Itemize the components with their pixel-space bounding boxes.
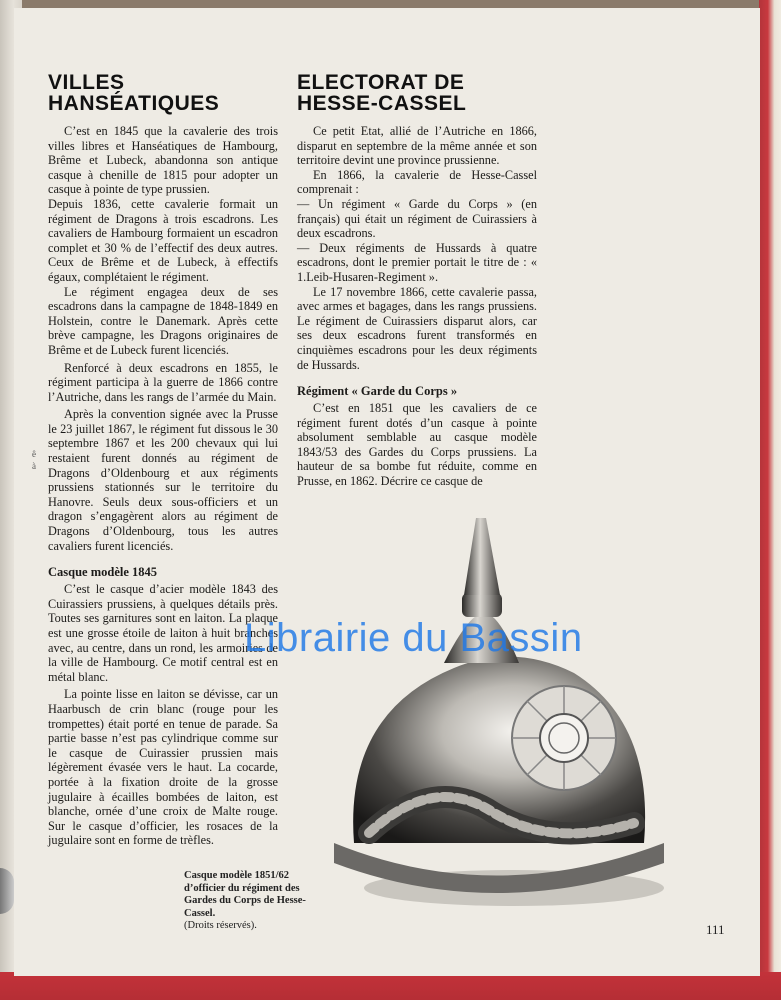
left-column bbox=[48, 72, 278, 848]
paragraph: En 1866, la cavalerie de Hesse-Cassel comprenait : bbox=[297, 167, 537, 197]
paragraph: C’est le casque d’acier modèle 1843 des Cuirassiers prussiens, à quelques détails près. Toutes ses garnitures sont en laiton. La plaque est une grosse étoile de laiton à huit branches avec, au centre, dans un rond, les armoiries de la ville de Hambourg. Ce motif central est en métal blanc. bbox=[48, 582, 278, 684]
right-column bbox=[297, 72, 537, 489]
helmet-photo bbox=[314, 513, 674, 913]
photo-caption: Casque modèle 1851/62 d’officier du régiment des Gardes du Corps de Hesse-Cassel. (Droits réservés). bbox=[184, 870, 306, 931]
paragraph: C’est en 1851 que les cavaliers de ce régiment furent dotés d’un casque à pointe absolument semblable au casque modèle 1843/53 des Gardes du Corps prussiens. La hauteur de sa bombe fut réduite, comme en Prusse, en 1862. Décrire ce casque de bbox=[297, 401, 537, 489]
paragraph: Renforcé à deux escadrons en 1855, le régiment participa à la guerre de 1866 contre l’Autriche, dans les rangs de l’armée du Main. bbox=[48, 360, 278, 404]
paragraph: — Deux régiments de Hussards à quatre escadrons, dont le premier portait le titre de : « 1.Leib-Husaren-Regiment ». bbox=[297, 240, 537, 284]
paragraph: C’est en 1845 que la cavalerie des trois villes libres et Hanséatiques de Hambourg, Brême et Lubeck, abandonna son antique casque à chenille de 1815 pour adopter un casque à pointe de type prussien. bbox=[48, 124, 278, 197]
paragraph: Le régiment engagea deux de ses escadrons dans la campagne de 1848-1849 en Holstein, contre le Danemark. Après cette brève campagne, les Dragons originaires de Brême et de Lubeck furent licenciés. bbox=[48, 284, 278, 357]
paragraph: Depuis 1836, cette cavalerie formait un régiment de Dragons à trois escadrons. Les cavaliers de Hambourg formaient un escadron complet et 30 % de l’effectif des deux autres. Ceux de Brême et de Lubeck, à effectifs égaux, complétaient le régiment. bbox=[48, 196, 278, 284]
section-title-hanseatic: VILLES HANSÉATIQUES bbox=[48, 71, 220, 115]
paragraph: Après la convention signée avec la Prusse le 23 juillet 1867, le régiment fut dissous le 30 septembre 1867 et les 200 chevaux qui lui restaient furent donnés au régiment de Dragons d’Oldenbourg et aux régiments prussiens stationnés sur le territoire du Hanovre. Seuls deux sous-officiers et un dragon s’engagèrent alors au régiment de Dragons d’Oldenbourg, tous les autres cavaliers furent licenciés. bbox=[48, 407, 278, 553]
section-title-hesse: ELECTORAT DE HESSE-CASSEL bbox=[297, 71, 467, 115]
right-cover-edge bbox=[759, 0, 781, 1000]
paragraph: Ce petit Etat, allié de l’Autriche en 1866, disparut en septembre de la même année et son territoire devint une province prussienne. bbox=[297, 124, 537, 168]
paragraph: — Un régiment « Garde du Corps » (en français) qui était un régiment de Cuirassiers à deux escadrons. bbox=[297, 196, 537, 241]
subheading-garde-du-corps: Régiment « Garde du Corps » bbox=[297, 384, 458, 399]
subheading-casque-1845: Casque modèle 1845 bbox=[48, 565, 158, 580]
bottom-cover-edge bbox=[0, 972, 781, 1000]
watermark-text: Librairie du Bassin bbox=[244, 616, 583, 660]
book-page bbox=[14, 8, 760, 976]
paragraph: La pointe lisse en laiton se dévisse, car un Haarbusch de crin blanc (rouge pour les trompettes) était porté en tenue de parade. Sa partie basse n’est pas cylindrique comme sur le casque de Cuirassier prussien mais légèrement évasée vers le haut. La cocarde, portée à la fixation droite de la grosse jugulaire à écailles bombées de laiton, est blanche, ornée d’une croix de Malte rouge. Sur le casque d’officier, les rosaces de la jugulaire sont en forme de trèfles. bbox=[48, 687, 278, 848]
paragraph: Le 17 novembre 1866, cette cavalerie passa, avec armes et bagages, dans les rangs prussiens. Le régiment de Cuirassiers disparut alors, car ses deux escadrons furent transformés en cinquièmes escadrons pour les deux régiments de Hussards. bbox=[297, 284, 537, 372]
page-number: 111 bbox=[706, 922, 725, 937]
margin-note: ê à bbox=[32, 449, 36, 471]
adjacent-object bbox=[0, 868, 14, 914]
